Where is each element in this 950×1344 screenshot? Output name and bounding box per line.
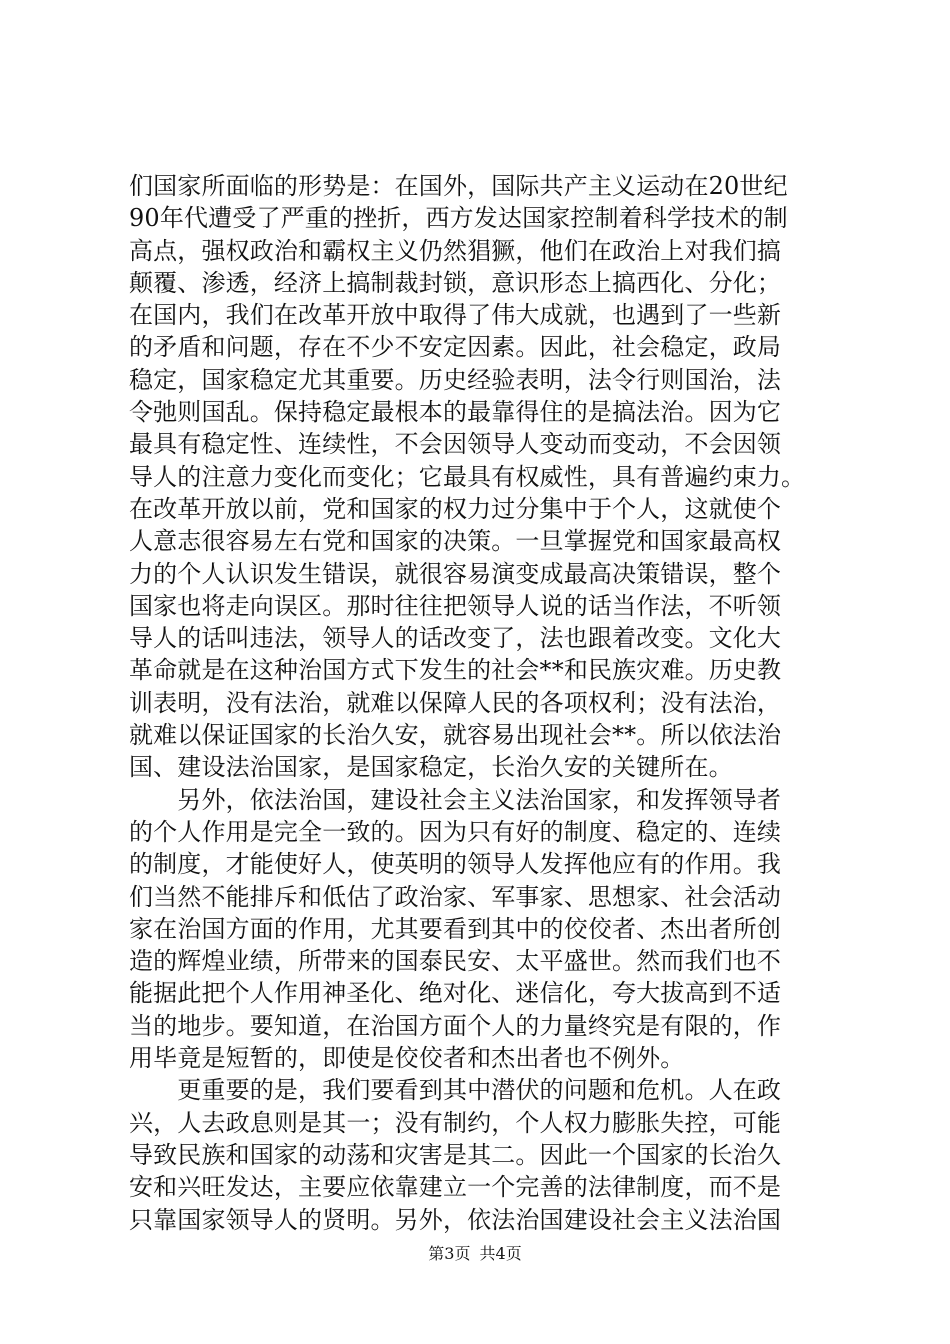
text-line: 安和兴旺发达，主要应依靠建立一个完善的法律制度，而不是 xyxy=(129,1173,782,1202)
text-line: 用毕竟是短暂的，即使是佼佼者和杰出者也不例外。 xyxy=(129,1044,685,1073)
text-line: 颠覆、渗透，经济上搞制裁封锁，意识形态上搞西化、分化； xyxy=(129,268,782,297)
text-line: 造的辉煌业绩，所带来的国泰民安、太平盛世。然而我们也不 xyxy=(129,947,782,976)
text-line: 导致民族和国家的动荡和灾害是其二。因此一个国家的长治久 xyxy=(129,1140,782,1169)
text-line: 高点，强权政治和霸权主义仍然猖獗，他们在政治上对我们搞 xyxy=(129,236,782,265)
text-line: 的制度，才能使好人，使英明的领导人发挥他应有的作用。我 xyxy=(129,850,782,879)
text-line: 导人的话叫违法，领导人的话改变了，法也跟着改变。文化大 xyxy=(129,624,782,653)
text-line: 国、建设法治国家，是国家稳定，长治久安的关键所在。 xyxy=(129,753,733,782)
text-line: 家在治国方面的作用，尤其要看到其中的佼佼者、杰出者所创 xyxy=(129,914,782,943)
page-number: 第3页 xyxy=(428,1244,471,1263)
text-line: 兴，人去政息则是其一；没有制约，个人权力膨胀失控，可能 xyxy=(129,1108,782,1137)
text-line: 在国内，我们在改革开放中取得了伟大成就，也遇到了一些新 xyxy=(129,301,782,330)
text-line: 令弛则国乱。保持稳定最根本的最靠得住的是搞法治。因为它 xyxy=(129,398,782,427)
text-line: 们国家所面临的形势是：在国外，国际共产主义运动在20世纪 xyxy=(129,172,788,200)
text-line: 力的个人认识发生错误，就很容易演变成最高决策错误，整个 xyxy=(129,559,782,588)
text-line: 就难以保证国家的长治久安，就容易出现社会**。所以依法治 xyxy=(129,721,782,750)
text-line: 稳定，国家稳定尤其重要。历史经验表明，法令行则国治，法 xyxy=(129,365,782,394)
body-text xyxy=(129,170,824,1236)
text-line: 只靠国家领导人的贤明。另外，依法治国建设社会主义法治国 xyxy=(129,1205,782,1234)
text-line: 更重要的是，我们要看到其中潜伏的问题和危机。人在政 xyxy=(129,1076,782,1105)
text-line: 们当然不能排斥和低估了政治家、军事家、思想家、社会活动 xyxy=(129,882,782,911)
text-line: 能据此把个人作用神圣化、绝对化、迷信化，夸大拔高到不适 xyxy=(129,979,782,1008)
text-line: 训表明，没有法治，就难以保障人民的各项权利；没有法治， xyxy=(129,688,782,717)
page-total: 共4页 xyxy=(479,1244,522,1263)
text-line: 的个人作用是完全一致的。因为只有好的制度、稳定的、连续 xyxy=(129,817,782,846)
text-line: 最具有稳定性、连续性，不会因领导人变动而变动，不会因领 xyxy=(129,430,782,459)
text-line: 革命就是在这种治国方式下发生的社会**和民族灾难。历史教 xyxy=(129,656,782,685)
page-footer xyxy=(0,1244,950,1264)
text-line: 90年代遭受了严重的挫折，西方发达国家控制着科学技术的制 xyxy=(129,204,788,233)
text-line: 当的地步。要知道，在治国方面个人的力量终究是有限的，作 xyxy=(129,1011,782,1040)
text-line: 人意志很容易左右党和国家的决策。一旦掌握党和国家最高权 xyxy=(129,527,782,556)
text-line: 国家也将走向误区。那时往往把领导人说的话当作法，不听领 xyxy=(129,591,782,620)
text-line: 在改革开放以前，党和国家的权力过分集中于个人，这就使个 xyxy=(129,494,782,523)
text-line: 的矛盾和问题，存在不少不安定因素。因此，社会稳定，政局 xyxy=(129,333,782,362)
text-line: 导人的注意力变化而变化；它最具有权威性，具有普遍约束力。 xyxy=(129,462,806,491)
text-line: 另外，依法治国，建设社会主义法治国家，和发挥领导者 xyxy=(129,785,782,814)
